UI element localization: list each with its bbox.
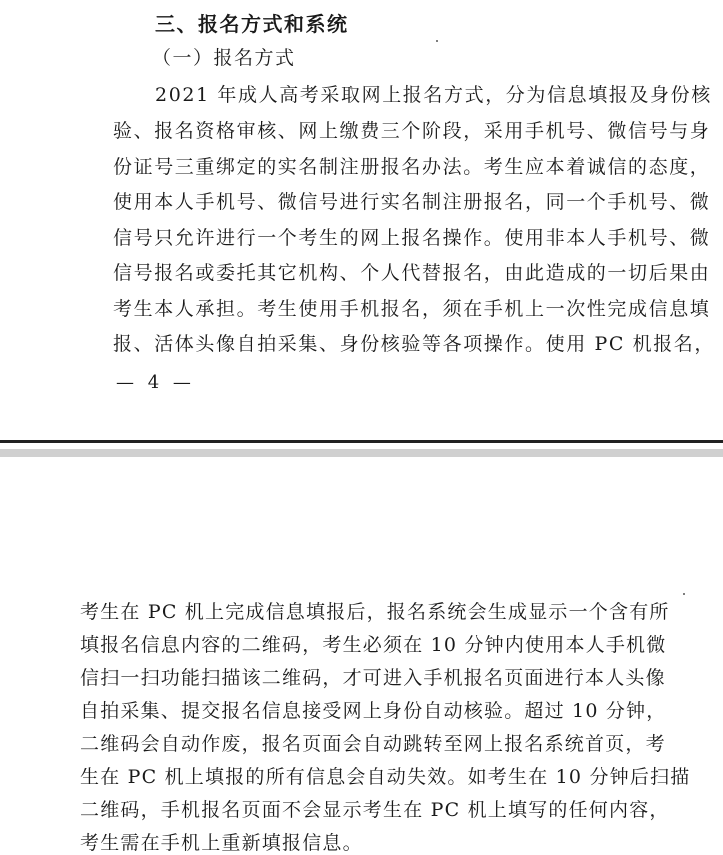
scan-speck xyxy=(436,40,438,42)
section-heading: 三、报名方式和系统 xyxy=(155,12,349,36)
paragraph-line: 份证号三重绑定的实名制注册报名办法。考生应本着诚信的态度， xyxy=(113,156,711,178)
paragraph-line: 信号报名或委托其它机构、个人代替报名，由此造成的一切后果由 xyxy=(113,262,711,284)
sub-heading: （一）报名方式 xyxy=(152,47,296,69)
paragraph-line: 报、活体头像自拍采集、身份核验等各项操作。使用 PC 机报名， xyxy=(113,333,716,355)
paragraph-line: 2021 年成人高考采取网上报名方式，分为信息填报及身份核 xyxy=(155,84,712,106)
page-number: — 4 — xyxy=(116,372,195,393)
paragraph-line: 考生需在手机上重新填报信息。 xyxy=(80,832,363,854)
paragraph-line: 使用本人手机号、微信号进行实名制注册报名，同一个手机号、微 xyxy=(113,191,711,213)
paragraph-line: 信号只允许进行一个考生的网上报名操作。使用非本人手机号、微 xyxy=(113,227,711,249)
page-divider-band xyxy=(0,449,723,457)
paragraph-line: 自拍采集、提交报名信息接受网上身份自动核验。超过 10 分钟， xyxy=(80,700,667,722)
paragraph-line: 考生在 PC 机上完成信息填报后，报名系统会生成显示一个含有所 xyxy=(80,601,670,623)
scan-speck xyxy=(683,593,685,595)
paragraph-line: 考生本人承担。考生使用手机报名，须在手机上一次性完成信息填 xyxy=(113,298,711,320)
paragraph-line: 生在 PC 机上填报的所有信息会自动失效。如考生在 10 分钟后扫描 xyxy=(80,766,691,788)
paragraph-line: 验、报名资格审核、网上缴费三个阶段，采用手机号、微信号与身 xyxy=(113,120,711,142)
paragraph-line: 二维码会自动作废，报名页面会自动跳转至网上报名系统首页，考 xyxy=(80,733,666,755)
paragraph-line: 信扫一扫功能扫描该二维码，才可进入手机报名页面进行本人头像 xyxy=(80,667,666,689)
paragraph-line: 二维码，手机报名页面不会显示考生在 PC 机上填写的任何内容， xyxy=(80,799,670,821)
paragraph-line: 填报名信息内容的二维码，考生必须在 10 分钟内使用本人手机微 xyxy=(80,634,667,656)
page-divider-line xyxy=(0,440,723,443)
